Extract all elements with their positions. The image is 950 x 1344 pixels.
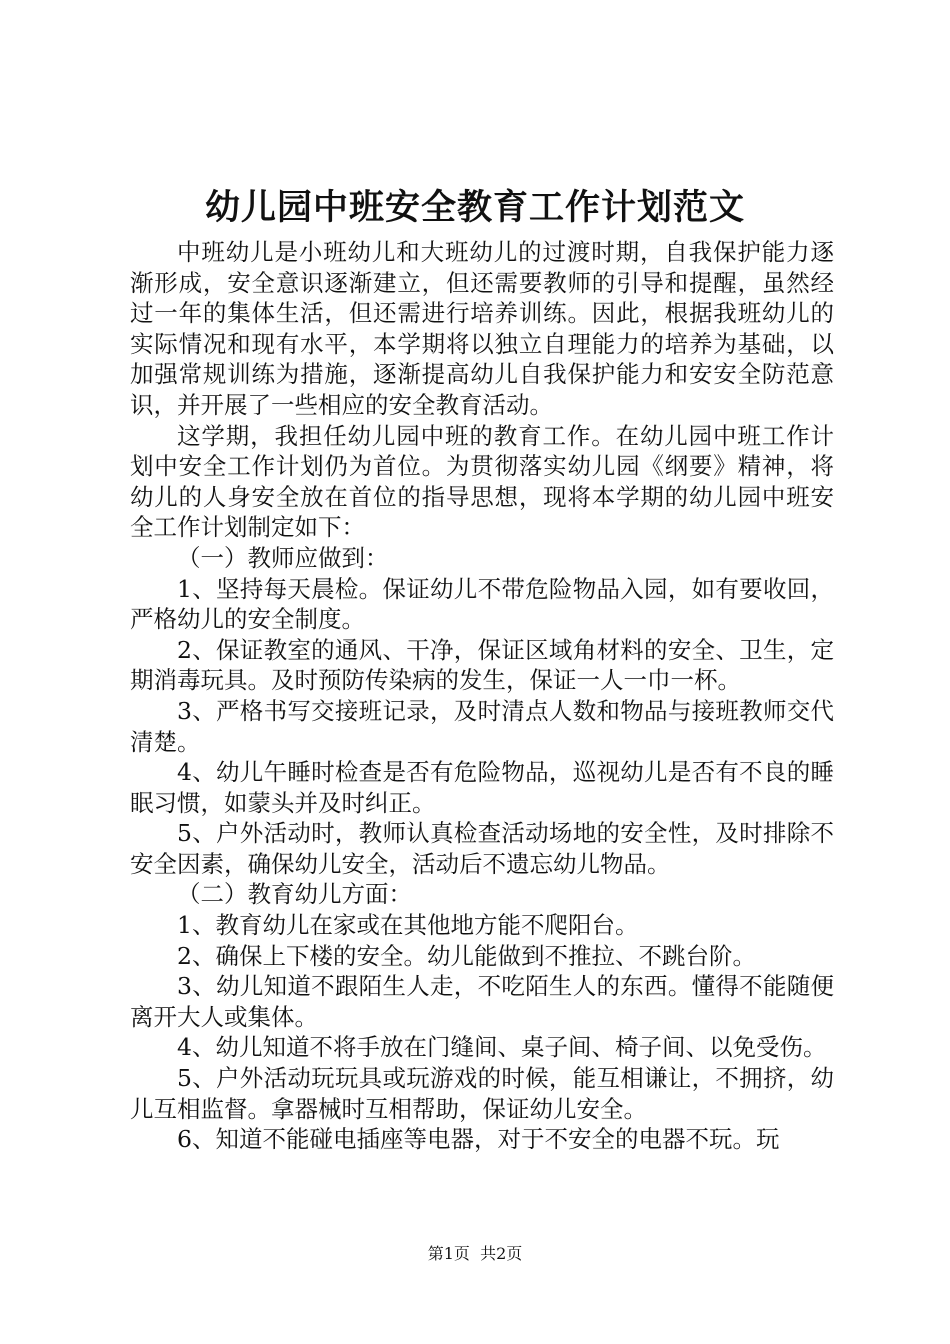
list-item: 1、坚持每天晨检。保证幼儿不带危险物品入园，如有要收回，严格幼儿的安全制度。 — [130, 574, 834, 634]
list-item: 3、严格书写交接班记录，及时清点人数和物品与接班教师交代清楚。 — [130, 696, 834, 756]
page-number: 第1页 共2页 — [427, 1244, 523, 1263]
list-item: 2、保证教室的通风、干净，保证区域角材料的安全、卫生，定期消毒玩具。及时预防传染病的发生，保证一人一巾一杯。 — [130, 635, 834, 695]
list-item: 4、幼儿知道不将手放在门缝间、桌子间、椅子间、以免受伤。 — [177, 1033, 827, 1062]
list-item: 5、户外活动时，教师认真检查活动场地的安全性，及时排除不安全因素，确保幼儿安全，活动后不遗忘幼儿物品。 — [130, 819, 834, 878]
list-item: 4、幼儿午睡时检查是否有危险物品，巡视幼儿是否有不良的睡眠习惯，如蒙头并及时纠正。 — [130, 758, 834, 817]
list-item: 6、知道不能碰电插座等电器，对于不安全的电器不玩。玩 — [177, 1125, 780, 1154]
page-footer — [0, 1244, 950, 1264]
list-item: 1、教育幼儿在家或在其他地方能不爬阳台。 — [177, 911, 639, 940]
document-title: 幼儿园中班安全教育工作计划范文 — [204, 187, 745, 228]
section-heading-teachers: （一）教师应做到： — [177, 543, 389, 572]
document-body — [130, 237, 834, 1155]
paragraph-plan-intro: 这学期，我担任幼儿园中班的教育工作。在幼儿园中班工作计划中安全工作计划仍为首位。为贯彻落实幼儿园《纲要》精神，将幼儿的人身安全放在首位的指导思想，现将本学期的幼儿园中班安全工作计划制定如下： — [130, 421, 834, 542]
list-item: 5、户外活动玩玩具或玩游戏的时候，能互相谦让，不拥挤，幼儿互相监督。拿器械时互相帮助，保证幼儿安全。 — [130, 1064, 834, 1123]
paragraph-intro: 中班幼儿是小班幼儿和大班幼儿的过渡时期，自我保护能力逐渐形成，安全意识逐渐建立，但还需要教师的引导和提醒，虽然经过一年的集体生活，但还需进行培养训练。因此，根据我班幼儿的实际情况和现有水平，本学期将以独立自理能力的培养为基础，以加强常规训练为措施，逐渐提高幼儿自我保护能力和安安全防范意识，并开展了一些相应的安全教育活动。 — [130, 238, 834, 419]
list-item: 2、确保上下楼的安全。幼儿能做到不推拉、不跳台阶。 — [177, 941, 756, 970]
section-heading-children: （二）教育幼儿方面： — [177, 880, 412, 909]
list-item: 3、幼儿知道不跟陌生人走，不吃陌生人的东西。懂得不能随便离开大人或集体。 — [130, 972, 834, 1031]
